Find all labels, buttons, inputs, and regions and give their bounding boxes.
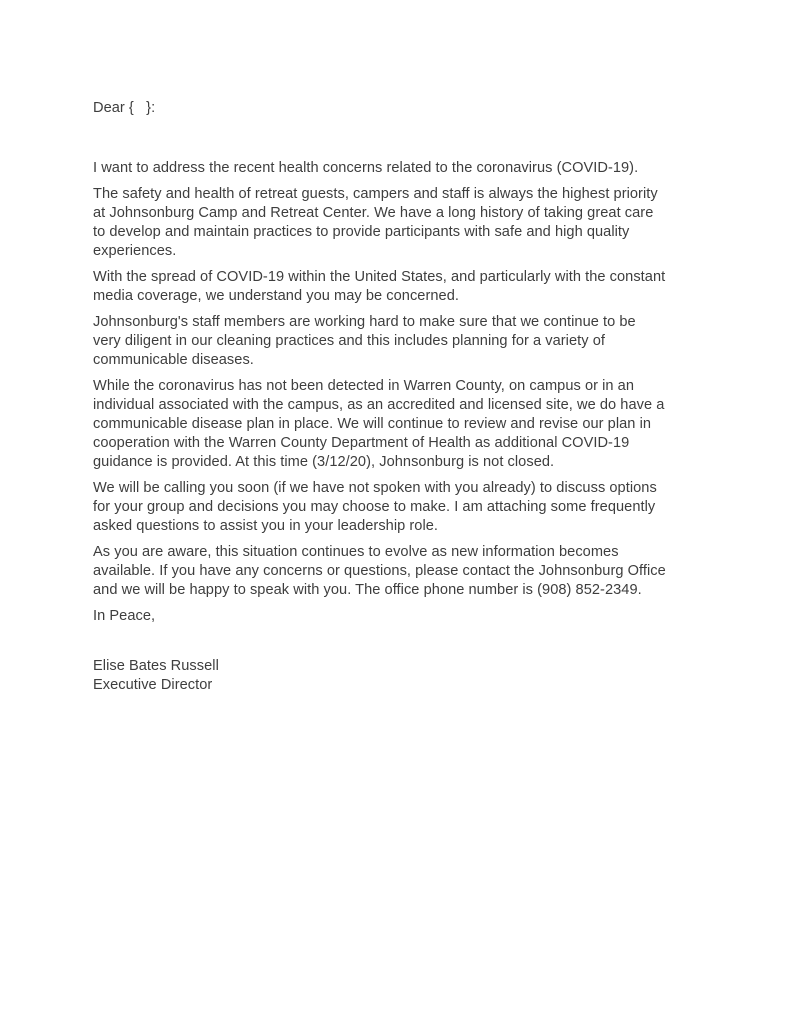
paragraph-line: We will be calling you soon (if we have not spoken with you already) to discuss options: [93, 480, 657, 496]
paragraph: [93, 185, 703, 261]
paragraph: [93, 313, 703, 370]
signature-title: Executive Director: [93, 677, 213, 693]
paragraph-line: to develop and maintain practices to provide participants with safe and high quality: [93, 224, 630, 240]
paragraph-line: communicable diseases.: [93, 352, 254, 368]
paragraph-line: guidance is provided. At this time (3/12/20), Johnsonburg is not closed.: [93, 454, 555, 470]
paragraph-line: very diligent in our cleaning practices and this includes planning for a variety of: [93, 333, 605, 349]
paragraph-line: available. If you have any concerns or questions, please contact the Johnsonburg Office: [93, 563, 666, 579]
paragraph-line: While the coronavirus has not been detected in Warren County, on campus or in an: [93, 378, 635, 394]
letter-closing: In Peace,: [93, 608, 156, 624]
paragraph-line: With the spread of COVID-19 within the United States, and particularly with the constant: [93, 269, 666, 285]
signature-name: Elise Bates Russell: [93, 658, 219, 674]
letter-greeting: Dear { }:: [93, 100, 156, 116]
paragraph-line: media coverage, we understand you may be concerned.: [93, 288, 459, 304]
paragraph: [93, 159, 703, 178]
paragraph-line: for your group and decisions you may choose to make. I am attaching some frequently: [93, 499, 656, 515]
paragraph: [93, 377, 703, 472]
signature-block: [93, 657, 703, 695]
paragraph: [93, 543, 703, 600]
paragraph-line: Johnsonburg's staff members are working hard to make sure that we continue to be: [93, 314, 636, 330]
paragraph-line: As you are aware, this situation continues to evolve as new information becomes: [93, 544, 619, 560]
paragraph-line: experiences.: [93, 243, 177, 259]
paragraph-line: individual associated with the campus, as an accredited and licensed site, we do have a: [93, 397, 665, 413]
paragraph: [93, 268, 703, 306]
letter-body: [93, 159, 703, 600]
paragraph-line: communicable disease plan in place. We will continue to review and revise our plan in: [93, 416, 652, 432]
paragraph-line: I want to address the recent health concerns related to the coronavirus (COVID-19).: [93, 160, 639, 176]
paragraph: [93, 479, 703, 536]
paragraph-line: at Johnsonburg Camp and Retreat Center. We have a long history of taking great care: [93, 205, 654, 221]
paragraph-line: cooperation with the Warren County Department of Health as additional COVID-19: [93, 435, 630, 451]
paragraph-line: asked questions to assist you in your leadership role.: [93, 518, 439, 534]
paragraph-line: and we will be happy to speak with you. The office phone number is (908) 852-2349.: [93, 582, 642, 598]
paragraph-line: The safety and health of retreat guests, campers and staff is always the highest priority: [93, 186, 658, 202]
